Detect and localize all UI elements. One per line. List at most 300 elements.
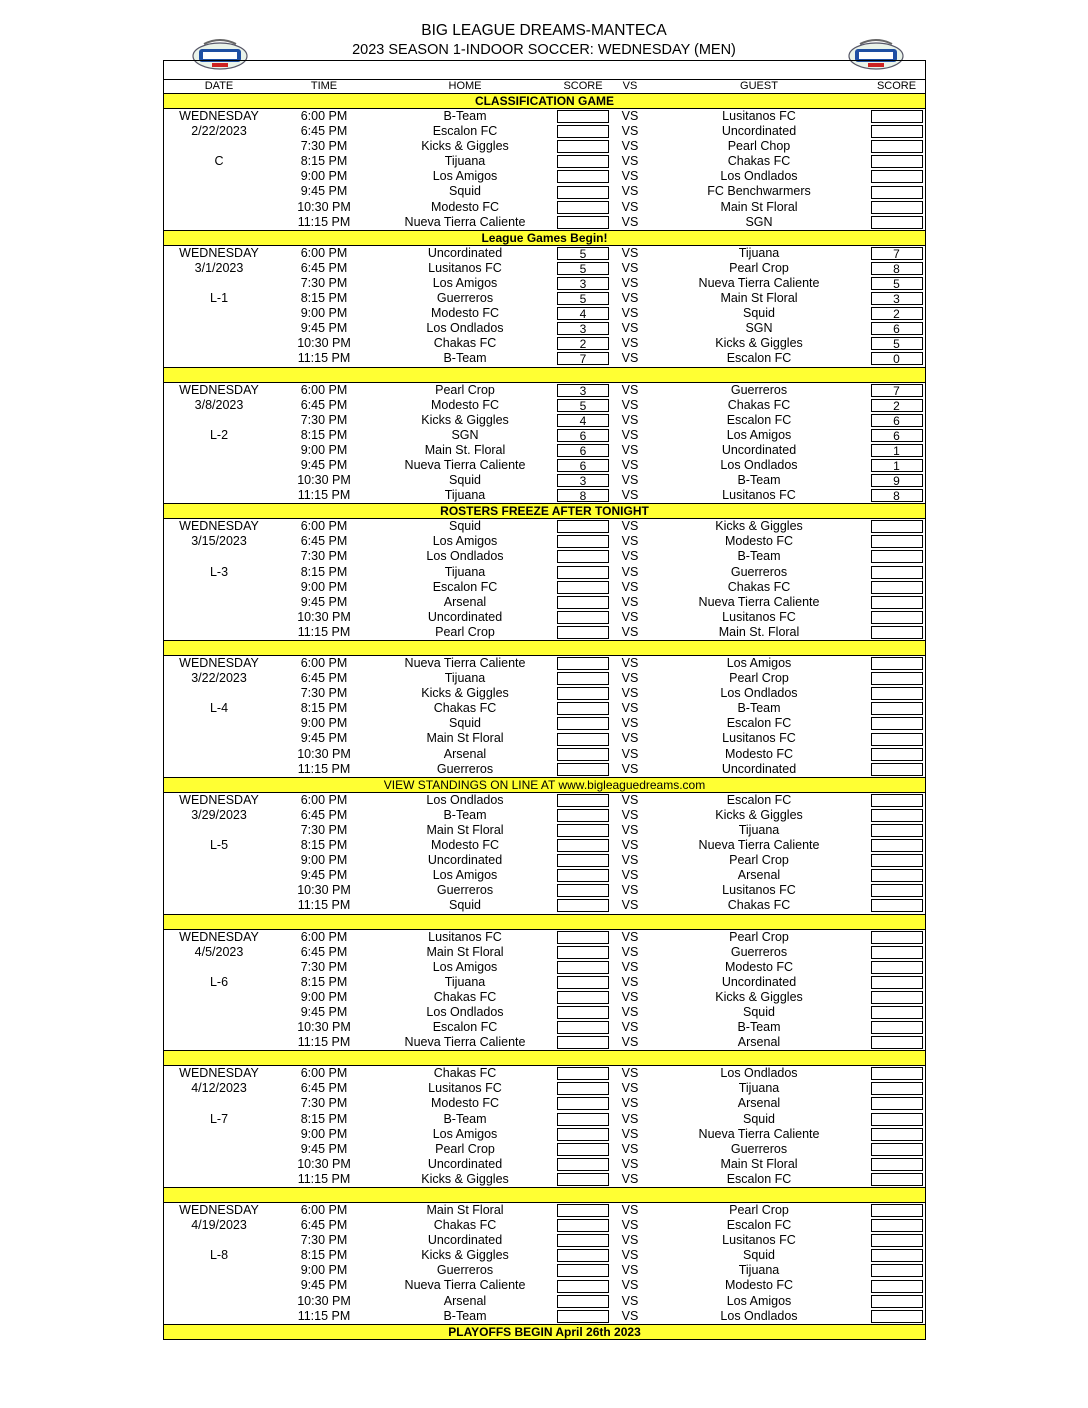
guest-team: Lusitanos FC: [722, 488, 796, 503]
game-row: [164, 1157, 925, 1172]
game-row: [164, 306, 925, 321]
home-score-box[interactable]: [557, 1143, 609, 1156]
guest-score-box[interactable]: 6: [871, 322, 923, 335]
col-guest: GUEST: [740, 80, 778, 92]
guest-team: Lusitanos FC: [722, 1233, 796, 1248]
game-row: [164, 549, 925, 564]
guest-score-box[interactable]: [871, 824, 923, 837]
guest-score-box[interactable]: [871, 1219, 923, 1232]
home-score-box[interactable]: [557, 1067, 609, 1080]
week-block: [164, 519, 925, 641]
home-score-box[interactable]: [557, 884, 609, 897]
home-score-box[interactable]: [557, 794, 609, 807]
home-score-box[interactable]: [557, 566, 609, 579]
vs-label: VS: [621, 564, 639, 579]
guest-team: Nueva Tierra Caliente: [698, 275, 820, 290]
vs-label: VS: [621, 336, 639, 351]
vs-label: VS: [621, 124, 639, 139]
date-cell: [164, 549, 274, 564]
guest-score-box[interactable]: 8: [871, 262, 923, 275]
guest-score-box[interactable]: [871, 1036, 923, 1049]
home-score-box[interactable]: 7: [557, 352, 609, 365]
guest-team: Guerreros: [730, 1141, 788, 1156]
vs-label: VS: [621, 1233, 639, 1248]
guest-score-box[interactable]: [871, 991, 923, 1004]
week-block: [164, 246, 925, 368]
home-score-box[interactable]: [557, 611, 609, 624]
guest-score-cell: [868, 1081, 925, 1096]
guest-score-box[interactable]: [871, 809, 923, 822]
vs-label: VS: [621, 959, 639, 974]
guest-score-cell: [868, 595, 925, 610]
home-score-box[interactable]: [557, 155, 609, 168]
game-row: [164, 762, 925, 777]
home-score-box[interactable]: [557, 1036, 609, 1049]
home-score-cell: [556, 246, 610, 261]
home-score-cell: [556, 398, 610, 413]
guest-score-box[interactable]: [871, 125, 923, 138]
home-score-cell: [556, 534, 610, 549]
date-cell: [164, 321, 274, 336]
guest-score-cell: [868, 1203, 925, 1218]
game-time: 6:00 PM: [300, 1203, 348, 1217]
guest-score-box[interactable]: [871, 961, 923, 974]
home-score-box[interactable]: [557, 899, 609, 912]
game-row: [164, 930, 925, 945]
home-score-box[interactable]: [557, 125, 609, 138]
home-score-box[interactable]: [557, 824, 609, 837]
home-team: Arsenal: [443, 1293, 487, 1308]
home-team: Tijuana: [444, 974, 486, 989]
date-cell: [164, 473, 274, 488]
guest-score-box[interactable]: [871, 931, 923, 944]
guest-score-box[interactable]: [871, 672, 923, 685]
home-score-box[interactable]: [557, 687, 609, 700]
home-team: Squid: [449, 184, 481, 199]
home-score-box[interactable]: [557, 976, 609, 989]
vs-label: VS: [621, 154, 639, 169]
guest-score-box[interactable]: [871, 1082, 923, 1095]
game-row: [164, 1218, 925, 1233]
home-team: B-Team: [443, 1308, 487, 1323]
guest-score-box[interactable]: [871, 1173, 923, 1186]
home-score-box[interactable]: [557, 216, 609, 229]
guest-score-cell: [868, 793, 925, 808]
game-row: [164, 975, 925, 990]
home-score-box[interactable]: [557, 869, 609, 882]
home-team: Kicks & Giggles: [421, 686, 509, 701]
guest-score-box[interactable]: [871, 839, 923, 852]
home-score-box[interactable]: [557, 520, 609, 533]
home-score-cell: [556, 200, 610, 215]
guest-team: Kicks & Giggles: [715, 989, 803, 1004]
guest-score-box[interactable]: [871, 1280, 923, 1293]
guest-score-box[interactable]: [871, 216, 923, 229]
guest-score-cell: [868, 898, 925, 913]
guest-score-box[interactable]: [871, 1295, 923, 1308]
home-score-box[interactable]: 5: [557, 262, 609, 275]
home-score-box[interactable]: [557, 1021, 609, 1034]
guest-score-box[interactable]: 6: [871, 414, 923, 427]
home-score-box[interactable]: [557, 1128, 609, 1141]
guest-score-box[interactable]: [871, 1128, 923, 1141]
guest-score-box[interactable]: [871, 869, 923, 882]
home-team: Lusitanos FC: [428, 260, 502, 275]
game-row: [164, 671, 925, 686]
guest-score-cell: [868, 610, 925, 625]
guest-score-box[interactable]: [871, 733, 923, 746]
col-time: TIME: [310, 80, 338, 92]
guest-score-cell: [868, 413, 925, 428]
home-score-box[interactable]: [557, 626, 609, 639]
guest-score-box[interactable]: [871, 976, 923, 989]
home-team: Uncordinated: [427, 1233, 503, 1248]
date-cell: [164, 990, 274, 1005]
home-score-box[interactable]: [557, 1219, 609, 1232]
guest-score-box[interactable]: 6: [871, 429, 923, 442]
guest-score-box[interactable]: [871, 535, 923, 548]
game-row: [164, 383, 925, 398]
home-score-box[interactable]: 4: [557, 307, 609, 320]
home-score-cell: [556, 519, 610, 534]
home-score-box[interactable]: [557, 1295, 609, 1308]
home-score-box[interactable]: [557, 702, 609, 715]
home-score-box[interactable]: [557, 1113, 609, 1126]
guest-score-cell: [868, 291, 925, 306]
vs-label: VS: [621, 412, 639, 427]
home-score-cell: [556, 336, 610, 351]
week-banner: League Games Begin!: [164, 231, 925, 246]
home-score-box[interactable]: [557, 1234, 609, 1247]
game-time: 9:00 PM: [300, 989, 348, 1004]
game-time: 10:30 PM: [297, 1156, 351, 1171]
home-score-box[interactable]: [557, 1158, 609, 1171]
home-score-box[interactable]: 5: [557, 292, 609, 305]
guest-score-box[interactable]: [871, 566, 923, 579]
game-time: 11:15 PM: [297, 624, 351, 639]
home-score-box[interactable]: [557, 186, 609, 199]
guest-score-box[interactable]: [871, 1204, 923, 1217]
home-team: B-Team: [443, 351, 487, 366]
guest-score-box[interactable]: [871, 1021, 923, 1034]
home-score-cell: [556, 443, 610, 458]
week-code: L-1: [209, 291, 229, 306]
guest-score-box[interactable]: [871, 611, 923, 624]
week-spacer: [164, 1188, 925, 1203]
home-score-box[interactable]: [557, 110, 609, 123]
guest-score-box[interactable]: 5: [871, 277, 923, 290]
col-date: DATE: [204, 80, 234, 92]
guest-team: B-Team: [737, 473, 781, 488]
week-block: [164, 656, 925, 778]
game-time: 7:30 PM: [300, 1096, 348, 1111]
guest-team: Squid: [743, 1111, 775, 1126]
date-cell: [164, 762, 274, 777]
vs-label: VS: [621, 656, 639, 670]
home-score-box[interactable]: 3: [557, 322, 609, 335]
date-cell: [164, 1172, 274, 1187]
home-score-box[interactable]: [557, 1006, 609, 1019]
guest-score-box[interactable]: 9: [871, 474, 923, 487]
guest-team: Lusitanos FC: [722, 731, 796, 746]
home-team: Modesto FC: [430, 838, 500, 853]
guest-team: Squid: [743, 306, 775, 321]
home-team: Pearl Crop: [435, 624, 495, 639]
home-score-box[interactable]: 2: [557, 337, 609, 350]
guest-score-box[interactable]: [871, 702, 923, 715]
guest-score-box[interactable]: [871, 1158, 923, 1171]
game-time: 6:45 PM: [300, 1218, 348, 1233]
guest-score-cell: [868, 139, 925, 154]
guest-score-box[interactable]: 1: [871, 444, 923, 457]
home-score-box[interactable]: [557, 170, 609, 183]
game-time: 9:00 PM: [300, 1263, 348, 1278]
col-home-score: SCORE: [563, 80, 603, 92]
guest-score-box[interactable]: 8: [871, 489, 923, 502]
guest-score-box[interactable]: [871, 899, 923, 912]
home-team: Modesto FC: [430, 199, 500, 214]
guest-team: Uncordinated: [721, 974, 797, 989]
home-score-box[interactable]: [557, 854, 609, 867]
date-cell: [164, 443, 274, 458]
guest-score-cell: [868, 488, 925, 503]
guest-score-box[interactable]: [871, 596, 923, 609]
guest-score-cell: [868, 1142, 925, 1157]
guest-score-box[interactable]: [871, 626, 923, 639]
home-score-box[interactable]: [557, 201, 609, 214]
home-score-box[interactable]: [557, 748, 609, 761]
guest-score-cell: [868, 458, 925, 473]
guest-team: Lusitanos FC: [722, 883, 796, 898]
guest-score-box[interactable]: [871, 140, 923, 153]
home-score-cell: [556, 306, 610, 321]
game-time: 6:45 PM: [300, 534, 348, 549]
guest-score-box[interactable]: [871, 794, 923, 807]
guest-score-cell: [868, 534, 925, 549]
home-score-box[interactable]: [557, 596, 609, 609]
home-score-box[interactable]: [557, 809, 609, 822]
vs-label: VS: [621, 169, 639, 184]
home-score-cell: [556, 1081, 610, 1096]
guest-score-box[interactable]: [871, 717, 923, 730]
guest-score-box[interactable]: 2: [871, 307, 923, 320]
guest-score-box[interactable]: [871, 854, 923, 867]
home-score-box[interactable]: [557, 717, 609, 730]
game-time: 9:45 PM: [300, 731, 348, 746]
home-score-box[interactable]: [557, 991, 609, 1004]
game-row: [164, 1263, 925, 1278]
guest-score-box[interactable]: [871, 1310, 923, 1323]
home-score-box[interactable]: [557, 550, 609, 563]
vs-label: VS: [621, 579, 639, 594]
game-row: [164, 276, 925, 291]
guest-score-box[interactable]: 7: [871, 247, 923, 260]
home-score-box[interactable]: 5: [557, 399, 609, 412]
game-row: [164, 1005, 925, 1020]
guest-score-box[interactable]: [871, 550, 923, 563]
home-score-box[interactable]: 3: [557, 384, 609, 397]
guest-score-cell: [868, 945, 925, 960]
guest-score-box[interactable]: [871, 748, 923, 761]
home-score-box[interactable]: [557, 140, 609, 153]
game-time: 9:00 PM: [300, 169, 348, 184]
home-score-box[interactable]: 3: [557, 277, 609, 290]
playoffs-banner: PLAYOFFS BEGIN April 26th 2023: [164, 1325, 925, 1340]
guest-score-box[interactable]: 0: [871, 352, 923, 365]
guest-team: Modesto FC: [724, 959, 794, 974]
week-code: L-6: [209, 974, 229, 989]
guest-score-box[interactable]: [871, 186, 923, 199]
guest-score-box[interactable]: 5: [871, 337, 923, 350]
guest-score-box[interactable]: [871, 1264, 923, 1277]
game-time: 8:15 PM: [300, 838, 348, 853]
home-score-box[interactable]: [557, 1204, 609, 1217]
home-score-box[interactable]: [557, 1280, 609, 1293]
guest-score-box[interactable]: [871, 1143, 923, 1156]
guest-score-box[interactable]: 3: [871, 292, 923, 305]
game-time: 6:00 PM: [300, 792, 348, 807]
guest-score-box[interactable]: 2: [871, 399, 923, 412]
home-score-box[interactable]: 4: [557, 414, 609, 427]
game-time: 9:45 PM: [300, 868, 348, 883]
home-score-box[interactable]: [557, 763, 609, 776]
guest-score-cell: [868, 306, 925, 321]
home-score-box[interactable]: 6: [557, 429, 609, 442]
home-score-cell: [556, 1127, 610, 1142]
guest-score-box[interactable]: [871, 687, 923, 700]
guest-team: Guerreros: [730, 944, 788, 959]
guest-score-cell: [868, 868, 925, 883]
week-block: [164, 383, 925, 505]
game-row: [164, 428, 925, 443]
guest-score-cell: [868, 960, 925, 975]
guest-team: FC Benchwarmers: [707, 184, 811, 199]
guest-score-cell: [868, 428, 925, 443]
game-row: [164, 519, 925, 534]
home-score-box[interactable]: [557, 1097, 609, 1110]
guest-score-box[interactable]: [871, 1234, 923, 1247]
home-score-box[interactable]: [557, 657, 609, 670]
guest-score-box[interactable]: [871, 1097, 923, 1110]
home-team: SGN: [451, 427, 479, 442]
guest-score-box[interactable]: [871, 1067, 923, 1080]
vs-label: VS: [621, 807, 639, 822]
home-score-cell: [556, 458, 610, 473]
game-row: [164, 1294, 925, 1309]
guest-team: Escalon FC: [726, 1218, 792, 1233]
guest-score-box[interactable]: 1: [871, 459, 923, 472]
guest-score-cell: [868, 1172, 925, 1187]
home-score-box[interactable]: 5: [557, 247, 609, 260]
guest-score-box[interactable]: [871, 581, 923, 594]
guest-score-box[interactable]: 7: [871, 384, 923, 397]
game-row: [164, 1096, 925, 1111]
game-time: 10:30 PM: [297, 609, 351, 624]
week-spacer: [164, 641, 925, 656]
game-time: 7:30 PM: [300, 139, 348, 154]
home-score-box[interactable]: 6: [557, 459, 609, 472]
guest-score-box[interactable]: [871, 884, 923, 897]
game-row: [164, 793, 925, 808]
date-cell: [164, 898, 274, 913]
guest-score-box[interactable]: [871, 201, 923, 214]
page-title: BIG LEAGUE DREAMS-MANTECA: [421, 22, 667, 39]
guest-score-box[interactable]: [871, 1006, 923, 1019]
guest-score-box[interactable]: [871, 110, 923, 123]
guest-score-box[interactable]: [871, 946, 923, 959]
game-time: 9:45 PM: [300, 594, 348, 609]
home-score-box[interactable]: 6: [557, 444, 609, 457]
game-time: 11:15 PM: [297, 761, 351, 776]
home-score-box[interactable]: [557, 839, 609, 852]
home-team: Squid: [449, 716, 481, 731]
game-row: [164, 595, 925, 610]
date-cell: [164, 169, 274, 184]
guest-score-box[interactable]: [871, 520, 923, 533]
date-cell: [164, 184, 274, 199]
week-code: L-8: [209, 1248, 229, 1263]
guest-score-cell: [868, 549, 925, 564]
vs-label: VS: [621, 1263, 639, 1278]
home-score-box[interactable]: [557, 535, 609, 548]
home-score-box[interactable]: [557, 1249, 609, 1262]
game-row: [164, 716, 925, 731]
home-score-cell: [556, 109, 610, 124]
game-row: [164, 565, 925, 580]
home-score-box[interactable]: [557, 961, 609, 974]
vs-label: VS: [621, 1096, 639, 1111]
home-score-cell: [556, 124, 610, 139]
guest-score-box[interactable]: [871, 155, 923, 168]
guest-score-box[interactable]: [871, 657, 923, 670]
home-score-box[interactable]: [557, 581, 609, 594]
game-time: 8:15 PM: [300, 701, 348, 716]
guest-score-box[interactable]: [871, 763, 923, 776]
week-date: 4/12/2023: [191, 1081, 247, 1096]
vs-label: VS: [621, 1126, 639, 1141]
home-team: Arsenal: [443, 594, 487, 609]
vs-label: VS: [621, 746, 639, 761]
guest-team: Chakas FC: [727, 397, 791, 412]
home-score-box[interactable]: [557, 1173, 609, 1186]
guest-team: Kicks & Giggles: [715, 336, 803, 351]
date-cell: [164, 139, 274, 154]
week-spacer: [164, 368, 925, 383]
game-row: [164, 336, 925, 351]
vs-label: VS: [621, 944, 639, 959]
home-score-box[interactable]: [557, 672, 609, 685]
guest-score-box[interactable]: [871, 1113, 923, 1126]
home-score-box[interactable]: [557, 1082, 609, 1095]
guest-team: Lusitanos FC: [722, 609, 796, 624]
vs-label: VS: [621, 1020, 639, 1035]
home-score-cell: [556, 473, 610, 488]
home-score-box[interactable]: [557, 931, 609, 944]
home-score-box[interactable]: 8: [557, 489, 609, 502]
vs-label: VS: [621, 883, 639, 898]
guest-score-box[interactable]: [871, 170, 923, 183]
home-score-box[interactable]: [557, 946, 609, 959]
guest-team: Los Amigos: [726, 427, 792, 442]
home-score-box[interactable]: [557, 733, 609, 746]
guest-score-box[interactable]: [871, 1249, 923, 1262]
home-score-box[interactable]: [557, 1264, 609, 1277]
game-time: 6:00 PM: [300, 109, 348, 123]
home-score-box[interactable]: 3: [557, 474, 609, 487]
home-team: Tijuana: [444, 154, 486, 169]
home-score-box[interactable]: [557, 1310, 609, 1323]
guest-score-cell: [868, 883, 925, 898]
